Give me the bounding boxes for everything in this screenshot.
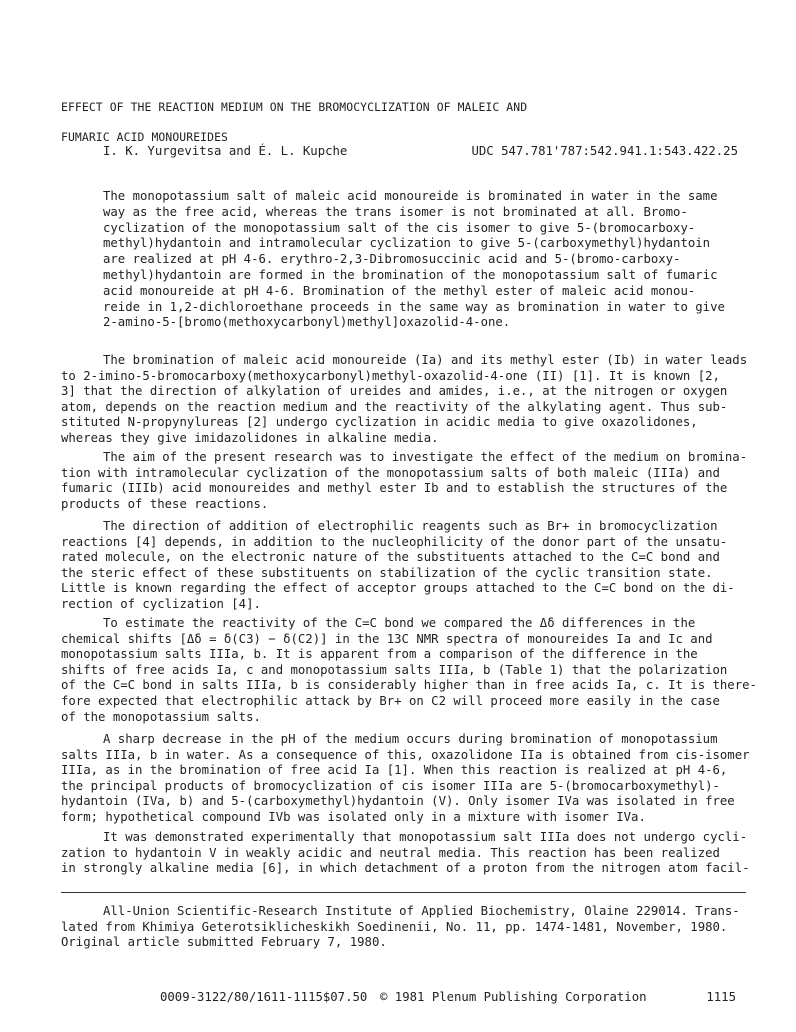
footnote-line: Original article submitted February 7, 1980. — [61, 935, 387, 950]
paragraph-line: stituted N-propynylureas [2] undergo cyclization in acidic media to give oxazolidones, — [61, 415, 698, 430]
footnote-line: All-Union Scientific-Research Institute of Applied Biochemistry, Olaine 229014. Trans- — [103, 904, 740, 918]
authors: I. K. Yurgevitsa and É. L. Kupche — [103, 144, 348, 158]
abstract-line: methyl)hydantoin are formed in the bromination of the monopotassium salt of fumaric — [103, 267, 718, 282]
title-line: EFFECT OF THE REACTION MEDIUM ON THE BROMOCYCLIZATION OF MALEIC AND — [61, 100, 528, 114]
paragraph-line: zation to hydantoin V in weakly acidic and neutral media. This reaction has been realized — [61, 845, 720, 860]
paragraph-line: The aim of the present research was to investigate the effect of the medium on bromina- — [103, 450, 748, 464]
body-paragraph — [61, 616, 757, 725]
paragraph-line: salts IIIa, b in water. As a consequence of this, oxazolidone IIa is obtained from cis-isomer — [61, 747, 750, 762]
paragraph-line: the steric effect of these substituents on stabilization of the cyclic transition state. — [61, 565, 713, 580]
paragraph-line: monopotassium salts IIIa, b. It is apparent from a comparison of the difference in the — [61, 647, 698, 662]
paragraph-line: shifts of free acids Ia, c and monopotassium salts IIIa, b (Table 1) that the polarization — [61, 662, 728, 677]
copyright-notice: © 1981 Plenum Publishing Corporation — [380, 990, 647, 1004]
paragraph-line: the principal products of bromocyclization of cis isomer IIIa are 5-(bromocarboxymethyl)- — [61, 778, 720, 793]
abstract-line: methyl)hydantoin and intramolecular cyclization to give 5-(carboxymethyl)hydantoin — [103, 236, 711, 251]
udc-code: UDC 547.781'787:542.941.1:543.422.25 — [471, 144, 738, 158]
paper-title — [61, 92, 746, 152]
title-line: FUMARIC ACID MONOUREIDES — [61, 130, 228, 144]
footnote — [61, 904, 746, 951]
paragraph-line: It was demonstrated experimentally that monopotassium salt IIIa does not undergo cycli- — [103, 830, 748, 844]
paragraph-line: The direction of addition of electrophilic reagents such as Br+ in bromocyclization — [103, 519, 718, 533]
paragraph-line: of the C=C bond in salts IIIa, b is considerably higher than in free acids Ia, c. It is there- — [61, 678, 757, 693]
abstract-line: cyclization of the monopotassium salt of the cis isomer to give 5-(bromocarboxy- — [103, 220, 696, 235]
body-paragraph — [61, 732, 750, 826]
abstract-line: reide in 1,2-dichloroethane proceeds in the same way as bromination in water to give — [103, 299, 725, 314]
body-paragraph — [61, 353, 746, 447]
paragraph-line: of the monopotassium salts. — [61, 709, 261, 724]
paragraph-line: Little is known regarding the effect of acceptor groups attached to the C=C bond on the di- — [61, 581, 735, 596]
paragraph-line: reactions [4] depends, in addition to the nucleophilicity of the donor part of the unsatu- — [61, 534, 728, 549]
paragraph-line: To estimate the reactivity of the C=C bond we compared the Δδ differences in the — [103, 616, 696, 630]
abstract — [103, 189, 746, 331]
body-paragraph — [61, 519, 746, 613]
paragraph-line: whereas they give imidazolidones in alkaline media. — [61, 430, 439, 445]
paragraph-line: fore expected that electrophilic attack by Br+ on C2 will proceed more easily in the case — [61, 693, 720, 708]
paragraph-line: to 2-imino-5-bromocarboxy(methoxycarbonyl)methyl-oxazolid-4-one (II) [1]. It is known [2, — [61, 368, 720, 383]
abstract-line: 2-amino-5-[bromo(methoxycarbonyl)methyl]oxazolid-4-one. — [103, 315, 511, 330]
paragraph-line: atom, depends on the reaction medium and the reactivity of the alkylating agent. Thus sub- — [61, 399, 728, 414]
abstract-line: acid monoureide at pH 4-6. Bromination of the methyl ester of maleic acid monou- — [103, 283, 696, 298]
paragraph-line: hydantoin (IVa, b) and 5-(carboxymethyl)hydantoin (V). Only isomer IVa was isolated in free — [61, 794, 735, 809]
footnote-divider — [61, 892, 746, 893]
paragraph-line: in strongly alkaline media [6], in which detachment of a proton from the nitrogen atom facil- — [61, 861, 750, 876]
paragraph-line: form; hypothetical compound IVb was isolated only in a mixture with isomer IVa. — [61, 809, 646, 824]
abstract-line: The monopotassium salt of maleic acid monoureide is brominated in water in the same — [103, 189, 718, 203]
paragraph-line: 3] that the direction of alkylation of ureides and amides, i.e., at the nitrogen or oxygen — [61, 384, 728, 399]
paragraph-line: The bromination of maleic acid monoureide (Ia) and its methyl ester (Ib) in water leads — [103, 353, 748, 367]
paragraph-line: tion with intramolecular cyclization of the monopotassium salts of both maleic (IIIa) and — [61, 465, 720, 480]
page-number: 1115 — [706, 990, 736, 1004]
body-paragraph — [61, 830, 750, 877]
abstract-line: are realized at pH 4-6. erythro-2,3-Dibromosuccinic acid and 5-(bromo-carboxy- — [103, 252, 681, 267]
issn-price-code: 0009-3122/80/1611-1115$07.50 — [160, 990, 368, 1004]
paragraph-line: chemical shifts [Δδ = δ(C3) − δ(C2)] in the 13C NMR spectra of monoureides Ia and Ic and — [61, 631, 713, 646]
abstract-line: way as the free acid, whereas the trans isomer is not brominated at all. Bromo- — [103, 204, 688, 219]
paragraph-line: A sharp decrease in the pH of the medium occurs during bromination of monopotassium — [103, 732, 718, 746]
paragraph-line: IIIa, as in the bromination of free acid Ia [1]. When this reaction is realized at pH 4-6, — [61, 763, 728, 778]
paragraph-line: fumaric (IIIb) acid monoureides and methyl ester Ib and to establish the structures of the — [61, 481, 728, 496]
footnote-line: lated from Khimiya Geterotsiklicheskikh Soedinenii, No. 11, pp. 1474-1481, November, 1980. — [61, 919, 728, 934]
paragraph-line: products of these reactions. — [61, 496, 269, 511]
paragraph-line: rection of cyclization [4]. — [61, 596, 261, 611]
body-paragraph — [61, 450, 746, 512]
paragraph-line: rated molecule, on the electronic nature of the substituents attached to the C=C bond and — [61, 550, 720, 565]
